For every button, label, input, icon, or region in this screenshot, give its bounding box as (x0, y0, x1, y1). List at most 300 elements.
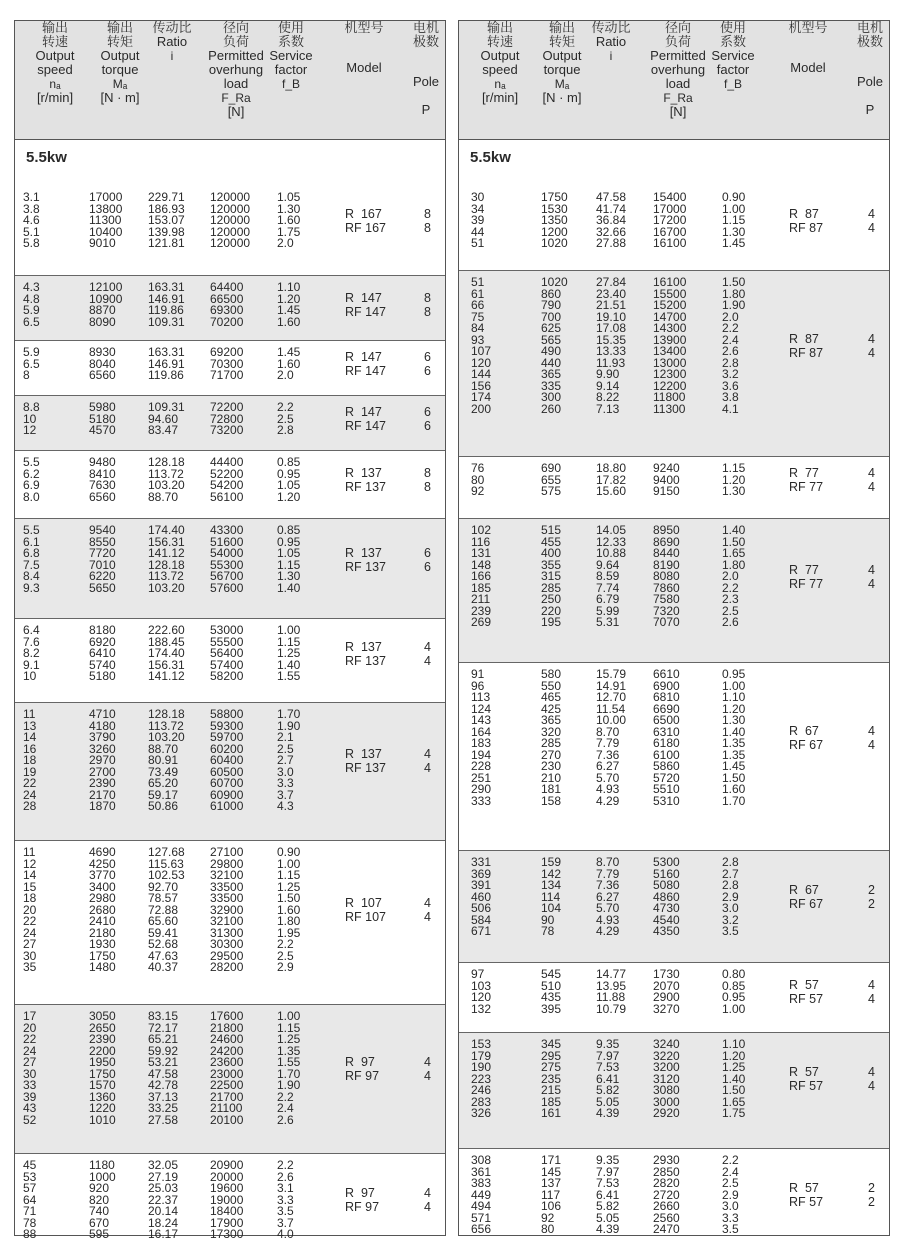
cell-service: 1.00 (277, 1009, 301, 1023)
cell-service: 1.55 (277, 669, 301, 683)
pole-label: 2 (868, 1181, 875, 1196)
cell-load: 2660 (653, 1199, 680, 1213)
cell-torque: 181 (541, 782, 562, 796)
model-label: RF 97 (345, 1068, 380, 1083)
cell-load: 14700 (653, 309, 687, 324)
cell-ratio: 40.37 (148, 960, 179, 974)
cell-ratio: 14.05 (596, 523, 627, 537)
cell-load: 7320 (653, 603, 680, 618)
cell-ratio: 4.93 (596, 912, 620, 927)
cell-speed: 8.2 (23, 646, 40, 660)
cell-torque: 465 (541, 690, 562, 704)
cell-torque: 575 (541, 484, 562, 498)
cell-service: 1.60 (277, 356, 301, 371)
cell-ratio: 18.80 (596, 461, 627, 475)
cell-service: 1.15 (722, 213, 746, 227)
cell-ratio: 109.31 (148, 400, 185, 414)
cell-load: 21700 (210, 1089, 244, 1104)
cell-speed: 88 (23, 1227, 37, 1241)
cell-torque: 1930 (89, 937, 116, 951)
cell-torque: 17000 (89, 190, 123, 204)
cell-load: 16100 (653, 275, 687, 289)
cell-torque: 159 (541, 855, 562, 869)
cell-torque: 78 (541, 924, 555, 938)
cell-load: 33500 (210, 879, 244, 894)
cell-torque: 158 (541, 793, 562, 808)
cell-ratio: 13.95 (596, 978, 627, 993)
cell-torque: 1350 (541, 213, 568, 227)
cell-service: 1.15 (277, 1020, 301, 1035)
group-left-10 (15, 1153, 445, 1241)
cell-speed: 571 (471, 1210, 492, 1225)
cell-speed: 8.4 (23, 569, 40, 583)
cell-torque: 215 (541, 1083, 562, 1097)
pole-label: 4 (424, 1068, 431, 1083)
cell-speed: 194 (471, 747, 492, 762)
cell-torque: 1530 (541, 201, 568, 216)
cell-service: 0.90 (722, 190, 746, 204)
cell-service: 3.6 (722, 378, 739, 393)
pole-label: 4 (868, 220, 875, 235)
cell-speed: 76 (471, 461, 485, 475)
cell-speed: 24 (23, 925, 37, 940)
cell-load: 20000 (210, 1169, 244, 1184)
cell-service: 1.20 (277, 489, 301, 504)
cell-load: 2070 (653, 978, 680, 993)
cell-torque: 260 (541, 401, 562, 416)
cell-load: 2720 (653, 1187, 680, 1202)
header-load-unit: [N] (227, 104, 245, 119)
cell-torque: 10900 (89, 291, 123, 306)
model-label: RF 167 (345, 220, 386, 235)
cell-service: 0.95 (277, 466, 301, 481)
model-label: R 107 (345, 896, 382, 911)
cell-speed: 30 (23, 1066, 37, 1081)
header-service (703, 21, 763, 91)
pole-label: 8 (424, 480, 431, 494)
cell-torque: 2390 (89, 1032, 116, 1046)
cell-load: 7580 (653, 592, 680, 606)
cell-load: 70200 (210, 314, 244, 329)
cell-speed: 164 (471, 724, 492, 739)
cell-torque: 550 (541, 678, 562, 693)
cell-service: 1.00 (277, 623, 301, 637)
cell-speed: 102 (471, 523, 492, 537)
cell-load: 30300 (210, 937, 244, 951)
cell-ratio: 6.27 (596, 759, 620, 773)
cell-load: 55300 (210, 557, 244, 572)
group-left-2 (15, 340, 445, 395)
cell-load: 6690 (653, 701, 680, 716)
cell-load: 56700 (210, 569, 244, 583)
cell-speed: 14 (23, 868, 37, 882)
cell-ratio: 11.54 (596, 701, 626, 716)
cell-speed: 12 (23, 856, 37, 871)
cell-service: 3.1 (277, 1181, 294, 1195)
cell-ratio: 7.36 (596, 878, 620, 892)
cell-ratio: 9.14 (596, 378, 620, 393)
cell-load: 31300 (210, 925, 244, 940)
cell-service: 1.30 (277, 201, 301, 216)
header-service-en: Service factor (711, 48, 755, 77)
cell-service: 3.3 (277, 1192, 294, 1207)
cell-speed: 190 (471, 1060, 492, 1074)
cell-ratio: 113.72 (148, 569, 184, 583)
cell-ratio: 153.07 (148, 213, 185, 227)
cell-torque: 2980 (89, 891, 116, 905)
cell-speed: 51 (471, 275, 485, 289)
cell-load: 13000 (653, 355, 687, 370)
cell-ratio: 27.88 (596, 236, 627, 250)
model-label: RF 147 (345, 364, 386, 379)
cell-speed: 22 (23, 914, 37, 928)
cell-load: 6180 (653, 736, 680, 750)
cell-torque: 7630 (89, 478, 116, 492)
cell-torque: 145 (541, 1164, 562, 1179)
cell-torque: 6560 (89, 489, 116, 504)
cell-service: 2.2 (277, 1089, 294, 1104)
pole-label: 6 (424, 545, 431, 560)
cell-service: 1.60 (277, 314, 301, 329)
cell-load: 3080 (653, 1083, 680, 1097)
cell-ratio: 21.51 (596, 298, 627, 312)
header-model-en: Model (790, 60, 826, 75)
cell-load: 12300 (653, 367, 687, 381)
cell-torque: 104 (541, 901, 562, 915)
cell-torque: 2410 (89, 914, 116, 928)
cell-load: 2900 (653, 990, 680, 1004)
cell-speed: 12 (23, 423, 37, 437)
cell-service: 1.60 (277, 902, 301, 917)
cell-speed: 179 (471, 1048, 492, 1063)
cell-ratio: 20.14 (148, 1204, 179, 1218)
cell-speed: 5.5 (23, 523, 40, 537)
header-pole-zh: 电机 极数 (412, 20, 439, 49)
cell-ratio: 102.53 (148, 868, 185, 882)
cell-ratio: 72.17 (148, 1020, 179, 1035)
cell-load: 22500 (210, 1078, 244, 1092)
cell-load: 3120 (653, 1071, 680, 1086)
cell-ratio: 36.84 (596, 213, 627, 227)
cell-ratio: 119.86 (148, 368, 184, 382)
cell-ratio: 78.57 (148, 891, 179, 905)
cell-ratio: 5.31 (596, 615, 620, 629)
cell-torque: 1010 (89, 1112, 116, 1127)
cell-torque: 3400 (89, 879, 116, 894)
model-label: RF 107 (345, 910, 386, 925)
cell-torque: 515 (541, 523, 562, 537)
cell-speed: 10 (23, 411, 37, 426)
cell-speed: 449 (471, 1187, 492, 1202)
cell-speed: 22 (23, 776, 37, 790)
cell-speed: 17 (23, 1009, 37, 1023)
cell-torque: 1750 (89, 1066, 116, 1081)
cell-load: 24600 (210, 1032, 244, 1046)
cell-service: 3.5 (722, 924, 739, 938)
cell-load: 8950 (653, 523, 680, 537)
cell-speed: 113 (471, 690, 491, 704)
group-right-7 (459, 1032, 889, 1148)
cell-speed: 460 (471, 889, 492, 904)
cell-speed: 331 (471, 855, 492, 869)
cell-service: 1.30 (722, 713, 746, 727)
cell-speed: 93 (471, 332, 485, 347)
cell-ratio: 5.82 (596, 1199, 620, 1213)
model-label: R 77 (789, 562, 819, 577)
cell-ratio: 65.60 (148, 914, 179, 928)
pole-label: 4 (424, 910, 431, 925)
cell-speed: 6.8 (23, 546, 40, 560)
cell-speed: 15 (23, 879, 37, 894)
model-label: R 137 (345, 545, 382, 560)
cell-torque: 8410 (89, 466, 116, 481)
group-left-9 (15, 1004, 445, 1153)
cell-ratio: 15.35 (596, 332, 627, 347)
group-left-7 (15, 702, 445, 840)
model-label: RF 67 (789, 897, 824, 912)
cell-load: 73200 (210, 423, 244, 437)
cell-ratio: 16.17 (148, 1227, 179, 1241)
cell-ratio: 73.49 (148, 764, 179, 779)
cell-service: 2.8 (722, 355, 739, 370)
cell-ratio: 27.58 (148, 1112, 179, 1127)
cell-service: 1.05 (277, 190, 301, 204)
cell-load: 60900 (210, 787, 244, 802)
cell-load: 120000 (210, 201, 251, 216)
model-label: R 147 (345, 350, 382, 365)
model-label: RF 137 (345, 559, 386, 574)
header-speed-unit: [r/min] (36, 90, 74, 105)
cell-ratio: 127.68 (148, 845, 185, 859)
cell-ratio: 9.90 (596, 367, 620, 381)
cell-load: 2560 (653, 1210, 680, 1225)
cell-speed: 5.9 (23, 345, 40, 359)
cell-speed: 45 (23, 1158, 37, 1172)
cell-ratio: 113.72 (148, 718, 184, 733)
header-load-en: Permitted overhung load (650, 48, 706, 91)
cell-torque: 185 (541, 1094, 562, 1109)
cell-torque: 90 (541, 912, 555, 927)
cell-service: 4.1 (722, 401, 739, 416)
cell-torque: 161 (541, 1106, 562, 1120)
cell-load: 60700 (210, 776, 244, 790)
cell-ratio: 141.12 (148, 546, 185, 560)
header-service-sym: f_B (723, 77, 742, 91)
header-load-sym: F_Ra (221, 91, 251, 105)
cell-speed: 75 (471, 309, 485, 324)
cell-service: 2.5 (722, 1176, 739, 1190)
cell-service: 1.50 (722, 534, 746, 549)
header-ratio (147, 21, 197, 63)
cell-torque: 5180 (89, 669, 116, 683)
cell-torque: 285 (541, 580, 562, 595)
cell-load: 33500 (210, 891, 244, 905)
model-label: R 147 (345, 405, 382, 420)
cell-ratio: 7.74 (596, 580, 620, 595)
cell-speed: 30 (23, 948, 37, 963)
cell-load: 32900 (210, 902, 244, 917)
cell-speed: 27 (23, 937, 37, 951)
group-right-4 (459, 662, 889, 850)
cell-load: 5160 (653, 866, 680, 881)
cell-ratio: 4.39 (596, 1222, 620, 1236)
cell-load: 4350 (653, 924, 680, 938)
cell-service: 1.10 (722, 690, 746, 704)
table-header (459, 21, 889, 140)
cell-ratio: 115.63 (148, 856, 184, 871)
cell-ratio: 163.31 (148, 280, 185, 294)
cell-load: 11800 (653, 390, 686, 404)
power-label: 5.5kw (470, 149, 511, 166)
pole-label: 4 (424, 760, 431, 775)
cell-speed: 9.3 (23, 580, 40, 595)
cell-torque: 3770 (89, 868, 116, 882)
cell-torque: 395 (541, 1001, 562, 1016)
cell-service: 0.90 (277, 845, 301, 859)
header-torque-zh: 输出 转矩 (548, 20, 575, 49)
header-pole-zh: 电机 极数 (856, 20, 883, 49)
header-speed-zh: 输出 转速 (486, 20, 513, 49)
cell-speed: 383 (471, 1176, 492, 1190)
header-speed (475, 21, 525, 105)
cell-load: 29800 (210, 856, 244, 871)
cell-service: 3.3 (722, 1210, 739, 1225)
cell-ratio: 22.37 (148, 1192, 179, 1207)
cell-speed: 6.5 (23, 356, 40, 371)
cell-ratio: 65.20 (148, 776, 179, 790)
cell-speed: 11 (23, 845, 36, 859)
header-torque (533, 21, 591, 105)
cell-load: 4860 (653, 889, 680, 904)
cell-service: 3.0 (722, 1199, 739, 1213)
cell-torque: 335 (541, 378, 562, 393)
cell-torque: 2200 (89, 1043, 116, 1058)
cell-load: 6610 (653, 667, 680, 681)
cell-service: 2.2 (277, 400, 294, 414)
pole-label: 4 (868, 1079, 875, 1094)
cell-speed: 174 (471, 390, 492, 404)
cell-torque: 2680 (89, 902, 116, 917)
header-speed-sym: nₐ (494, 77, 506, 91)
model-label: R 97 (345, 1186, 375, 1201)
cell-load: 32100 (210, 914, 244, 928)
cell-ratio: 47.58 (148, 1066, 179, 1081)
cell-load: 3220 (653, 1048, 680, 1063)
cell-load: 69300 (210, 303, 244, 317)
cell-ratio: 5.82 (596, 1083, 620, 1097)
header-torque-en: Output torque (100, 48, 140, 77)
cell-ratio: 7.79 (596, 736, 620, 750)
cell-ratio: 88.70 (148, 741, 179, 756)
cell-load: 43300 (210, 523, 244, 537)
cell-torque: 9010 (89, 236, 116, 250)
cell-torque: 270 (541, 747, 562, 762)
header-pole-unit: P (865, 102, 875, 117)
pole-label: 8 (424, 220, 431, 235)
cell-torque: 670 (89, 1215, 110, 1230)
cell-torque: 2180 (89, 925, 116, 940)
cell-service: 2.5 (277, 411, 294, 426)
cell-load: 16700 (653, 224, 687, 239)
pole-label: 8 (424, 206, 431, 221)
cell-load: 17000 (653, 201, 687, 216)
cell-service: 0.80 (722, 967, 746, 981)
cell-torque: 440 (541, 355, 562, 370)
cell-ratio: 25.03 (148, 1181, 179, 1195)
cell-service: 1.40 (722, 523, 746, 537)
header-torque-sym: Mₐ (554, 77, 570, 91)
cell-service: 3.2 (722, 912, 739, 927)
cell-ratio: 141.12 (148, 669, 185, 683)
cell-ratio: 7.53 (596, 1060, 620, 1074)
cell-torque: 690 (541, 461, 562, 475)
cell-service: 1.10 (277, 280, 301, 294)
group-left-8 (15, 840, 445, 1004)
cell-ratio: 17.08 (596, 321, 627, 335)
cell-speed: 44 (471, 224, 485, 239)
cell-service: 1.25 (277, 879, 301, 894)
cell-torque: 6920 (89, 634, 116, 649)
cell-speed: 61 (471, 286, 485, 301)
header-model (781, 21, 835, 75)
cell-torque: 7720 (89, 546, 116, 560)
cell-torque: 790 (541, 298, 562, 312)
cell-ratio: 47.58 (596, 190, 627, 204)
cell-torque: 860 (541, 286, 562, 301)
cell-ratio: 10.79 (596, 1001, 627, 1016)
header-ratio-sym: i (170, 49, 174, 63)
cell-torque: 285 (541, 736, 562, 750)
cell-speed: 4.3 (23, 280, 40, 294)
cell-ratio: 113.72 (148, 466, 184, 481)
cell-ratio: 5.70 (596, 770, 620, 785)
cell-load: 12200 (653, 378, 687, 393)
cell-speed: 66 (471, 298, 485, 312)
cell-load: 4730 (653, 901, 680, 915)
cell-ratio: 103.20 (148, 580, 185, 595)
cell-ratio: 59.92 (148, 1043, 179, 1058)
cell-speed: 361 (471, 1164, 492, 1179)
header-pole-en: Pole (412, 74, 440, 89)
cell-load: 72800 (210, 411, 244, 426)
cell-speed: 103 (471, 978, 492, 993)
cell-ratio: 139.98 (148, 224, 185, 239)
group-right-6 (459, 962, 889, 1032)
cell-speed: 269 (471, 615, 492, 629)
cell-torque: 5650 (89, 580, 116, 595)
cell-load: 5720 (653, 770, 680, 785)
cell-service: 2.9 (722, 889, 739, 904)
header-ratio-zh: 传动比 (152, 20, 192, 35)
cell-load: 29500 (210, 948, 244, 963)
group-left-4 (15, 450, 445, 518)
cell-load: 7070 (653, 615, 680, 629)
cell-ratio: 163.31 (148, 345, 185, 359)
cell-torque: 820 (89, 1192, 110, 1207)
cell-speed: 671 (471, 924, 492, 938)
cell-torque: 171 (541, 1153, 562, 1167)
model-label: RF 67 (789, 738, 824, 752)
cell-speed: 391 (471, 878, 492, 892)
cell-torque: 1750 (541, 190, 568, 204)
model-label: RF 147 (345, 419, 386, 434)
pole-label: 4 (868, 562, 875, 577)
cell-torque: 355 (541, 557, 562, 572)
cell-torque: 320 (541, 724, 562, 739)
cell-speed: 43 (23, 1101, 37, 1115)
cell-torque: 3050 (89, 1009, 116, 1023)
cell-ratio: 5.05 (596, 1210, 620, 1225)
